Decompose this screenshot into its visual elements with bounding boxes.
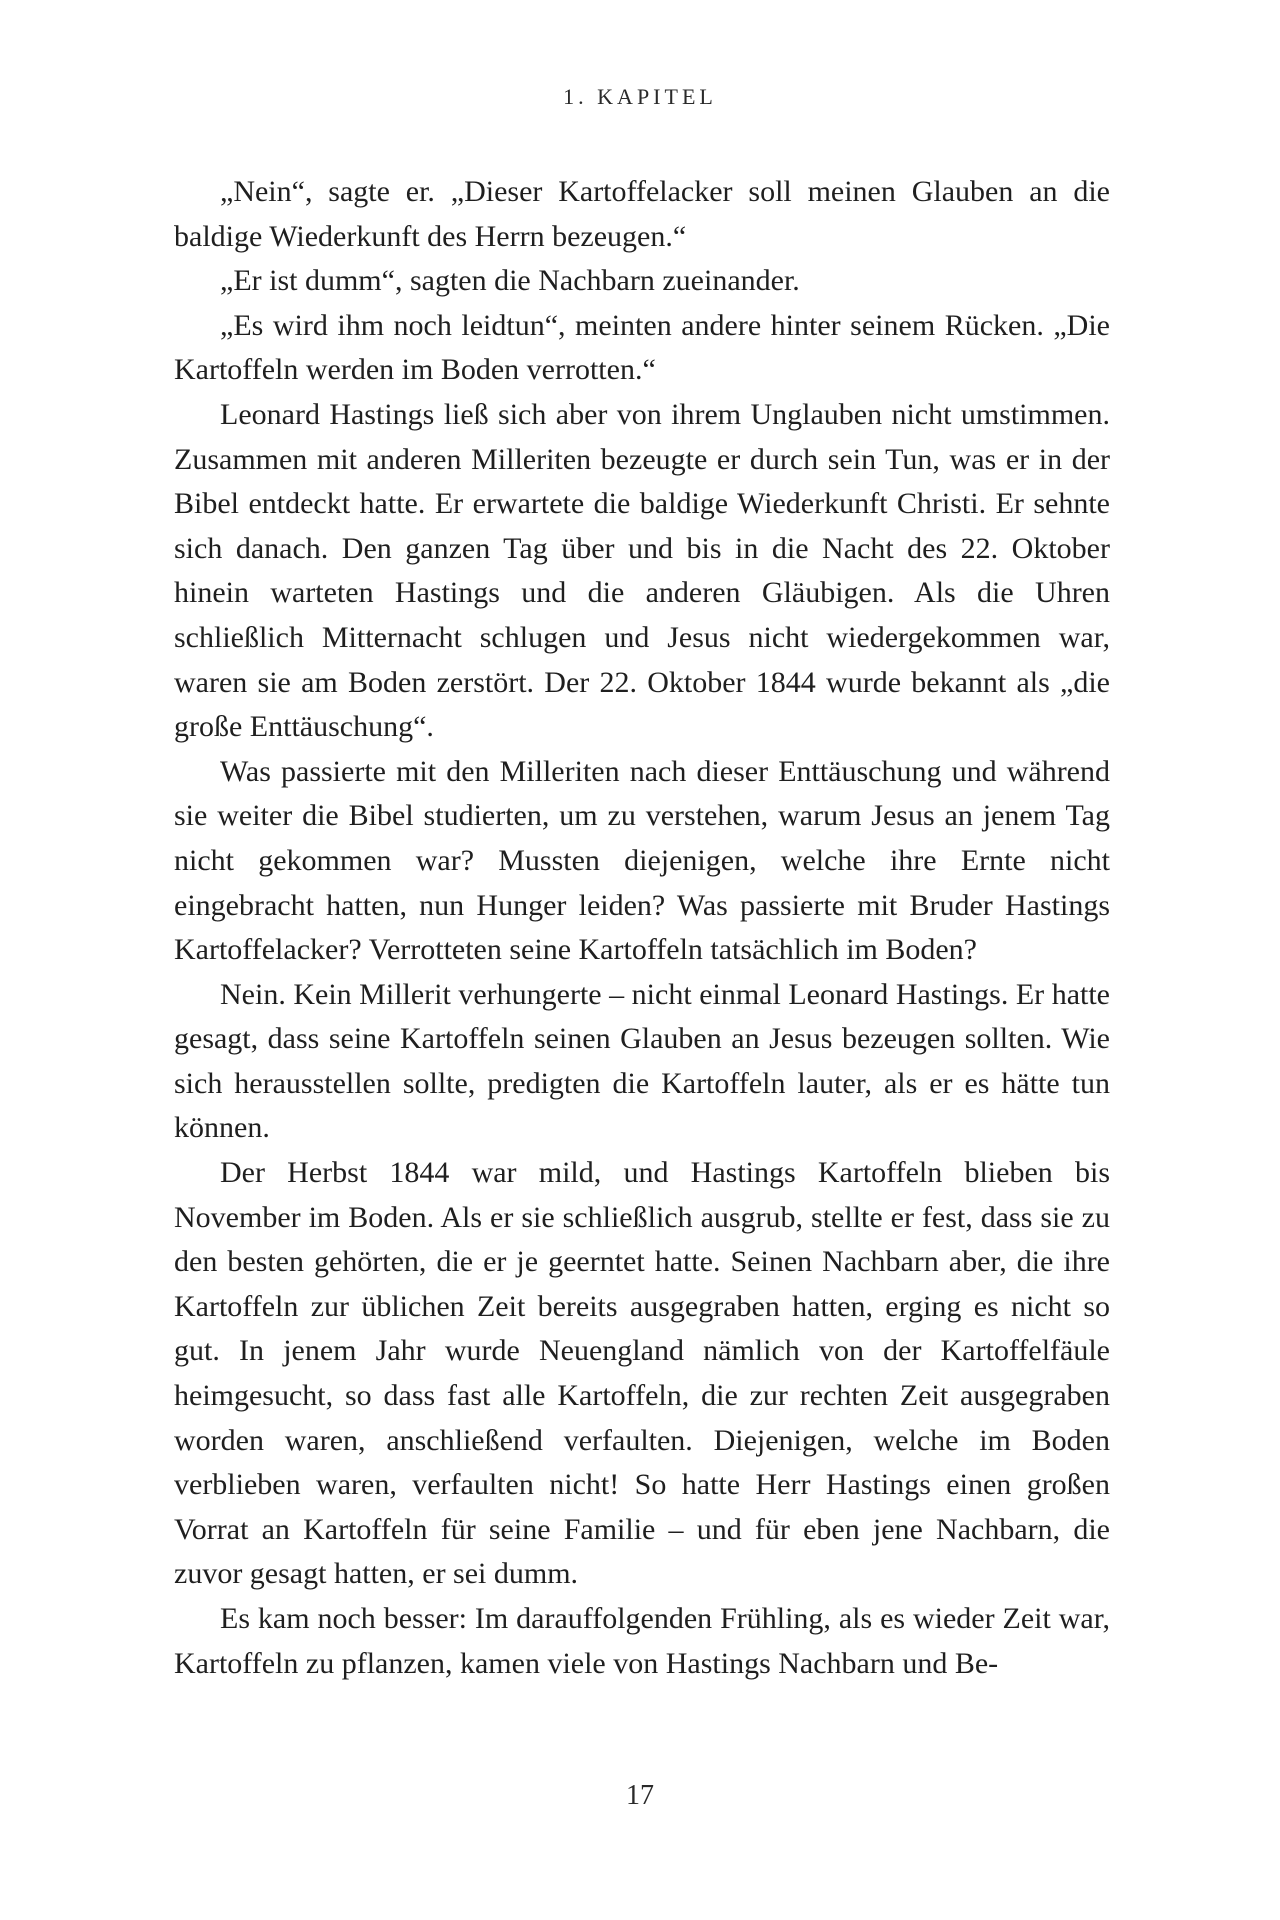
page-number: 17 <box>626 1780 654 1811</box>
body-text <box>174 170 1110 1686</box>
paragraph: „Es wird ihm noch leidtun“, meinten andere hinter seinem Rücken. „Die Kartoffeln werden im Boden verrotten.“ <box>174 308 1110 387</box>
paragraph: Nein. Kein Millerit verhungerte – nicht einmal Leonard Hastings. Er hatte gesagt, dass seine Kartoffeln seinen Glauben an Jesus bezeugen sollten. Wie sich herausstellen sollte, predigten die Kartoffeln lauter, als er es hätte tun können. <box>174 977 1110 1145</box>
paragraph: „Nein“, sagte er. „Dieser Kartoffelacker soll meinen Glauben an die baldige Wiederkunft des Herrn bezeugen.“ <box>174 175 1110 253</box>
paragraph: Es kam noch besser: Im darauffolgenden Frühling, als es wieder Zeit war, Kartoffeln zu pflanzen, kamen viele von Hastings Nachbarn und Be- <box>174 1602 1110 1680</box>
paragraph: „Er ist dumm“, sagten die Nachbarn zueinander. <box>220 264 800 298</box>
running-head: 1. KAPITEL <box>563 84 717 109</box>
paragraph: Was passierte mit den Milleriten nach dieser Enttäuschung und während sie weiter die Bibel studierten, um zu verstehen, warum Jesus an jenem Tag nicht gekommen war? Mussten diejenigen, welche ihre Ernte nicht eingebracht hatten, nun Hunger leiden? Was passierte mit Bruder Hastings Kartoffelacker? Verrotteten seine Kartoffeln tatsächlich im Boden? <box>174 754 1110 967</box>
paragraph: Der Herbst 1844 war mild, und Hastings Kartoffeln blieben bis November im Boden. Als er sie schließlich ausgrub, stellte er fest, dass sie zu den besten gehörten, die er je geerntet hatte. Seinen Nachbarn aber, die ihre Kartoffeln zur üblichen Zeit bereits ausgegraben hatten, erging es nicht so gut. In jenem Jahr wurde Neuengland nämlich von der Kartoffelfäule heimgesucht, so dass fast alle Kartoffeln, die zur rechten Zeit ausgegraben worden waren, anschließend verfaulten. Diejenigen, welche im Boden verblieben waren, verfaulten nicht! So hatte Herr Hastings einen großen Vorrat an Kartoffeln für seine Familie – und für eben jene Nachbarn, die zuvor gesagt hatten, er sei dumm. <box>174 1156 1110 1591</box>
paragraph: Leonard Hastings ließ sich aber von ihrem Unglauben nicht umstimmen. Zusammen mit anderen Milleriten bezeugte er durch sein Tun, was er in der Bibel entdeckt hatte. Er erwartete die baldige Wiederkunft Christi. Er sehnte sich danach. Den ganzen Tag über und bis in die Nacht des 22. Oktober hinein warteten Hastings und die anderen Gläubigen. Als die Uhren schließlich Mitternacht schlugen und Jesus nicht wiedergekommen war, waren sie am Boden zerstört. Der 22. Oktober 1844 wurde bekannt als „die große Enttäuschung“. <box>174 397 1110 744</box>
